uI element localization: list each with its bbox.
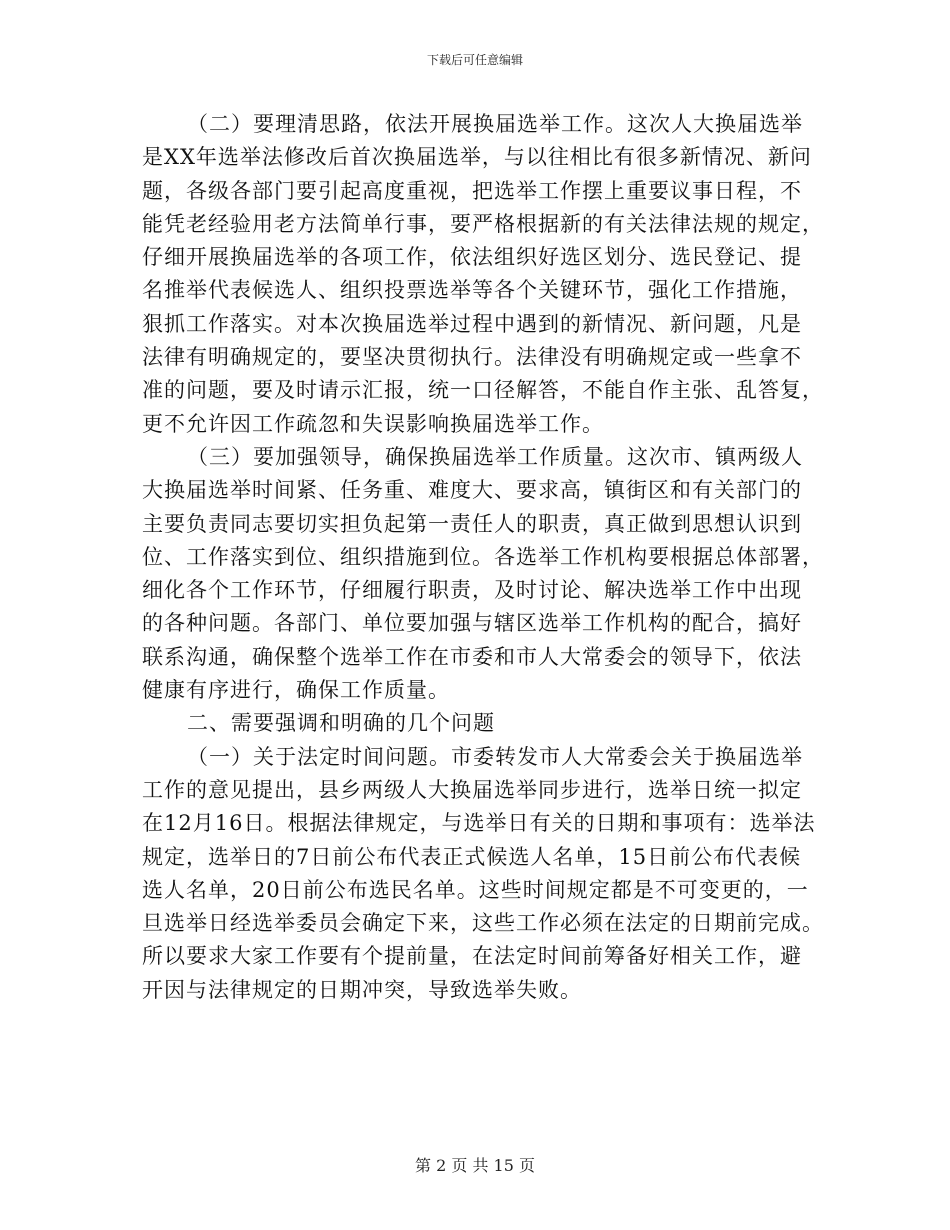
text-line: 位、工作落实到位、组织措施到位。各选举工作机构要根据总体部署， [142,544,824,569]
text-line: 狠抓工作落实。对本次换届选举过程中遇到的新情况、新问题，凡是 [142,311,802,336]
text-line: 题，各级各部门要引起高度重视，把选举工作摆上重要议事日程，不 [142,178,802,203]
text-line: 选人名单，20日前公布选民名单。这些时间规定都是不可变更的，一 [142,877,809,902]
text-line: 工作的意见提出，县乡两级人大换届选举同步进行，选举日统一拟定 [142,777,802,802]
text-line: 主要负责同志要切实担负起第一责任人的职责，真正做到思想认识到 [142,511,802,536]
text-line: 更不允许因工作疏忽和失误影响换届选举工作。 [142,411,604,436]
text-line: 法律有明确规定的，要坚决贯彻执行。法律没有明确规定或一些拿不 [142,345,802,370]
text-line: 规定，选举日的7日前公布代表正式候选人名单，15日前公布代表候 [142,844,802,869]
page-number: 第 2 页 共 15 页 [415,1156,535,1175]
page-header: 下载后可任意编辑 [426,53,523,67]
text-line: 名推举代表候选人、组织投票选举等各个关键环节，强化工作措施， [142,278,802,303]
text-line: （三）要加强领导，确保换届选举工作质量。这次市、镇两级人 [187,444,803,469]
body-text [142,108,824,1007]
text-line: 健康有序进行，确保工作质量。 [142,678,450,703]
text-line: 大换届选举时间紧、任务重、难度大、要求高，镇街区和有关部门的 [142,478,802,503]
text-line: 所以要求大家工作要有个提前量，在法定时间前筹备好相关工作，避 [142,944,802,969]
text-line: （一）关于法定时间问题。市委转发市人大常委会关于换届选举 [187,744,803,769]
text-line: 是XX年选举法修改后首次换届选举，与以往相比有很多新情况、新问 [142,145,812,170]
text-line: 开因与法律规定的日期冲突，导致选举失败。 [142,977,582,1002]
text-line: 的各种问题。各部门、单位要加强与辖区选举工作机构的配合，搞好 [142,611,802,636]
text-line: 准的问题，要及时请示汇报，统一口径解答，不能自作主张、乱答复， [142,378,824,403]
text-line: 能凭老经验用老方法简单行事，要严格根据新的有关法律法规的规定， [142,211,824,236]
text-line: 在12月16日。根据法律规定，与选举日有关的日期和事项有：选举法 [142,811,816,836]
text-line: 二、需要强调和明确的几个问题 [187,711,495,736]
text-line: 旦选举日经选举委员会确定下来，这些工作必须在法定的日期前完成。 [142,911,824,936]
text-line: 仔细开展换届选举的各项工作，依法组织好选区划分、选民登记、提 [142,245,802,270]
text-line: （二）要理清思路，依法开展换届选举工作。这次人大换届选举 [187,112,803,136]
text-line: 细化各个工作环节，仔细履行职责，及时讨论、解决选举工作中出现 [142,578,802,603]
text-line: 联系沟通，确保整个选举工作在市委和市人大常委会的领导下，依法 [142,644,802,669]
